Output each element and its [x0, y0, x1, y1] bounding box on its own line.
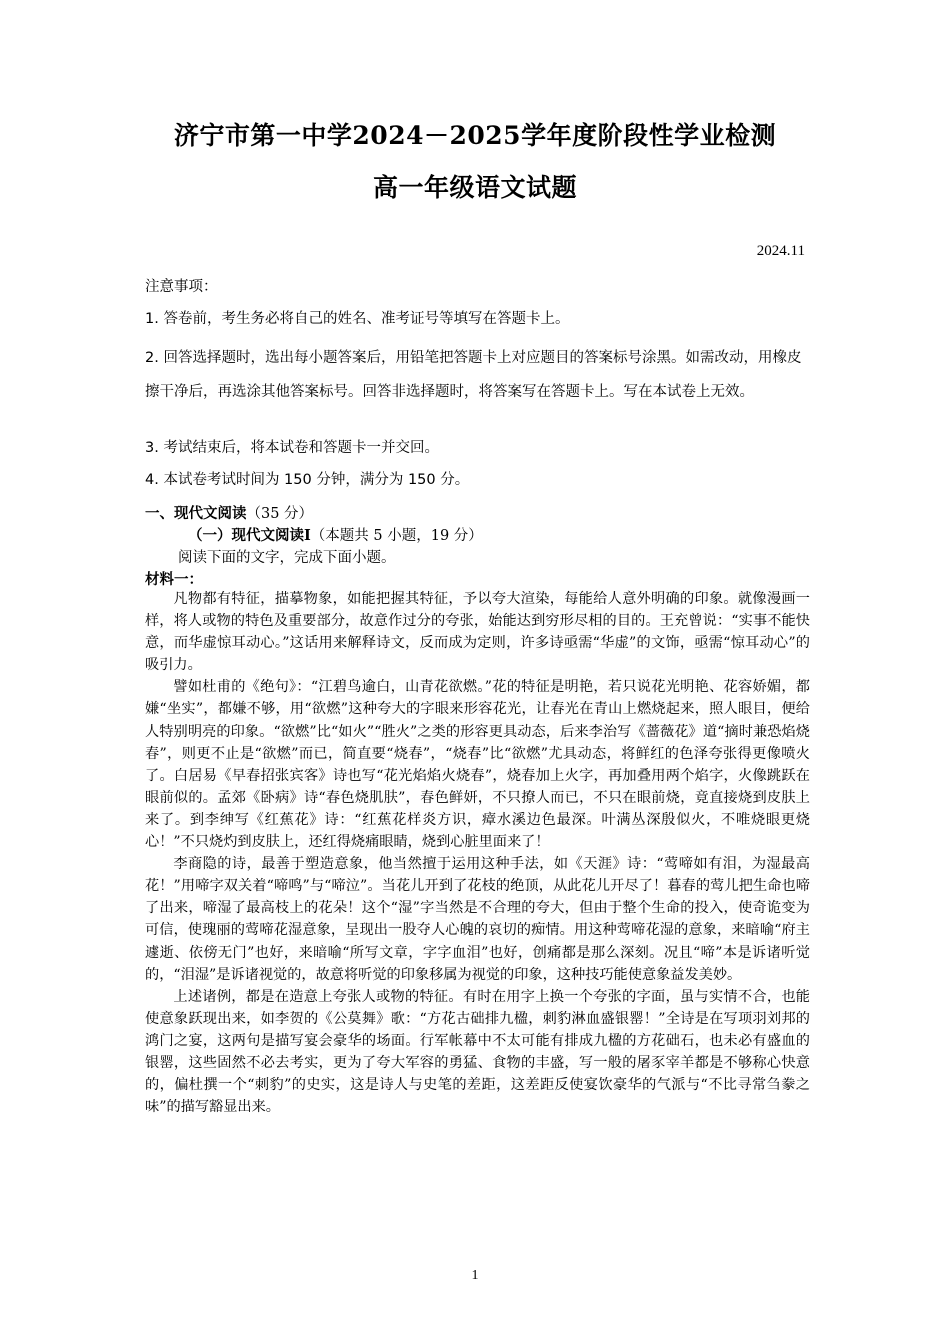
passage-paragraph: 上述诸例，都是在造意上夸张人或物的特征。有时在用字上换一个夸张的字面，虽与实情不合，也能使意象跃现出来，如李贺的《公莫舞》歌：“方花古础排九楹，刺豹淋血盛银罂！”全诗是在写项羽刘邦的鸿门之宴，这两句是描写宴会豪华的场面。行军帐幕中不太可能有排成九楹的方花础石，也未必有盛血的银罂，这些固然不必去考实，更为了夸大军容的勇猛、食物的丰盛，写一般的屠豕宰羊都是不够称心快意的，偏杜撰一个“刺豹”的史实，这是诗人与史笔的差距，这差距反使宴饮豪华的气派与“不比寻常刍豢之味”的描写豁显出来。	[145, 988, 810, 1116]
exam-subtitle: 高一年级语文试题	[372, 173, 577, 202]
passage-body	[145, 588, 810, 1118]
exam-title: 济宁市第一中学2024－2025学年度阶段性学业检测	[173, 121, 777, 150]
subsection-title: （一）现代文阅读Ⅰ	[188, 527, 311, 544]
material-label: 材料一：	[145, 572, 203, 588]
passage-paragraph: 譬如杜甫的《绝句》：“江碧鸟逾白，山青花欲燃。”花的特征是明艳，若只说花光明艳、花容娇媚，都嫌“坐实”，都嫌不够，用“欲燃”这种夸大的字眼来形容花光，让春光在青山上燃烧起来，照人眼目，便给人特别明亮的印象。“欲燃”比“如火”“胜火”之类的形容更具动态，后来李治写《蔷薇花》道“摘时兼恐焰烧春”，则更不止是“欲燃”而已，简直要“烧春”，“烧春”比“欲燃”尤具动态，将鲜红的色泽夸张得更像喷火了。白居易《早春招张宾客》诗也写“花光焰焰火烧春”，烧春加上火字，再加叠用两个焰字，火像跳跃在眼前似的。孟郊《卧病》诗“春色烧肌肤”，春色鲜妍，不只撩人而已，不只在眼前烧，竟直接烧到皮肤上来了。到李绅写《红蕉花》诗：“红蕉花样炎方识，瘴水溪边色最深。叶满丛深殷似火，不唯烧眼更烧心！”不只烧灼到皮肤上，还红得烧痛眼睛，烧到心脏里面来了！	[145, 679, 810, 851]
reading-instruction: 阅读下面的文字，完成下面小题。	[178, 550, 396, 566]
subsection-points: （本题共 5 小题，19 分）	[310, 528, 483, 544]
section-points: （35 分）	[246, 506, 314, 522]
section-title: 一、现代文阅读	[145, 506, 247, 522]
page-number: 1	[471, 1268, 479, 1283]
notice-item-1: 1. 答卷前，考生务必将自己的姓名、准考证号等填写在答题卡上。	[145, 311, 570, 327]
subsection-heading	[188, 524, 483, 545]
notice-item-4: 4. 本试卷考试时间为 150 分钟，满分为 150 分。	[145, 472, 470, 488]
passage-paragraph: 凡物都有特征，描摹物象，如能把握其特征，予以夸大渲染，每能给人意外明确的印象。就像漫画一样，将人或物的特色及重要部分，故意作过分的夸张，始能达到穷形尽相的目的。王充曾说：“实事不能快意，而华虚惊耳动心。”这话用来解释诗文，反而成为定则，许多诗亟需“华虚”的文饰，亟需“惊耳动心”的吸引力。	[145, 591, 810, 674]
notice-item-2: 2. 回答选择题时，选出每小题答案后，用铅笔把答题卡上对应题目的答案标号涂黑。如需改动，用橡皮擦干净后，再选涂其他答案标号。回答非选择题时，将答案写在答题卡上。写在本试卷上无效。	[145, 350, 802, 400]
notice-heading: 注意事项：	[145, 279, 218, 295]
exam-date: 2024.11	[756, 243, 805, 259]
notice-item-3: 3. 考试结束后，将本试卷和答题卡一并交回。	[145, 440, 439, 456]
section-heading	[145, 502, 313, 523]
passage-paragraph: 李商隐的诗，最善于塑造意象，他当然擅于运用这种手法，如《天涯》诗：“莺啼如有泪，为湿最高花！”用啼字双关着“啼鸣”与“啼泣”。当花儿开到了花枝的绝顶，从此花儿开尽了！暮春的莺儿把生命也啼了出来，啼湿了最高枝上的花朵！这个“湿”字当然是不合理的夸大，但由于整个生命的投入，使奇诡变为可信，使瑰丽的莺啼花湿意象，呈现出一股夺人心魄的哀切的痴情。用这种莺啼花湿的意象，来暗喻“府主遽逝、依傍无门”也好，来暗喻“所写文章，字字血泪”也好，创痛都是那么深刻。况且“啼”本是诉诸听觉的，“泪湿”是诉诸视觉的，故意将听觉的印象移属为视觉的印象，这种技巧能使意象益发美妙。	[145, 856, 810, 983]
